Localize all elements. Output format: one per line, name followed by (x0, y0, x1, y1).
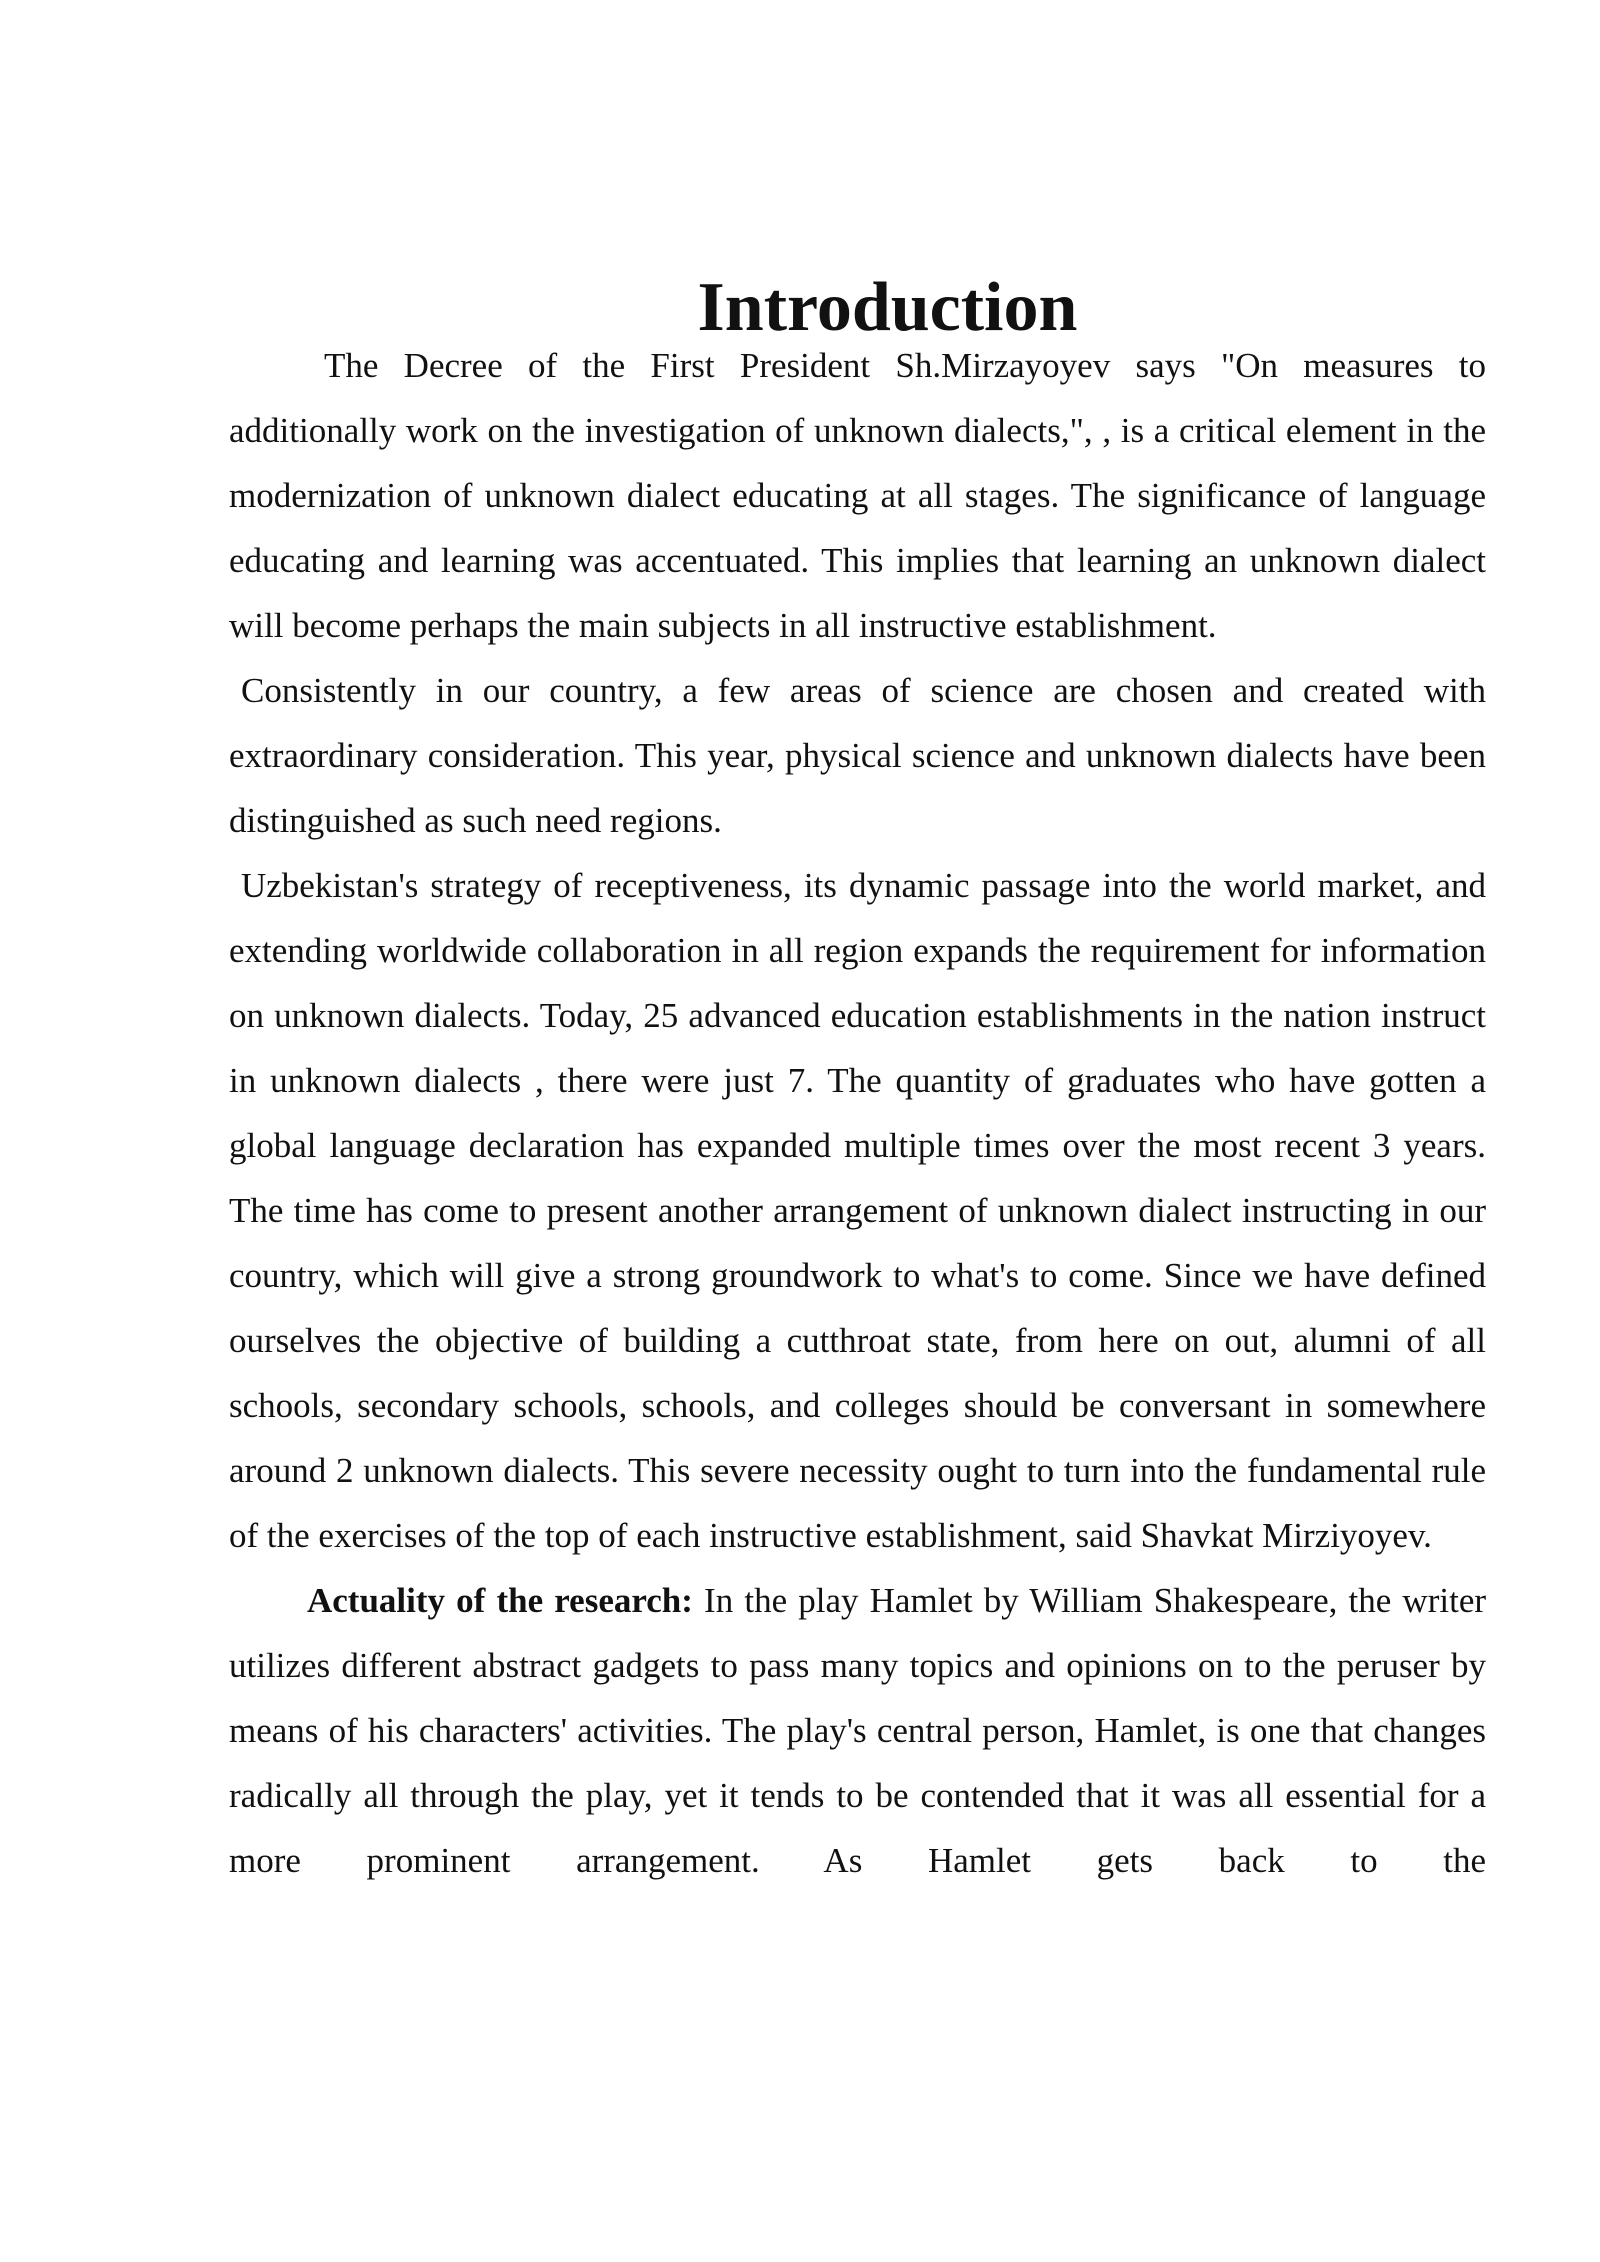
page-title: Introduction (697, 269, 1078, 346)
paragraph-science-areas: Consistently in our country, a few areas of science are chosen and created with extraordinary consideration. This year, physical science and unknown dialects have been distinguished as such need regions. (229, 671, 1486, 840)
actuality-label: Actuality of the research: (307, 1581, 693, 1620)
document-body (229, 269, 1487, 1893)
actuality-text: In the play Hamlet by William Shakespeare, the writer utilizes different abstract gadgets to pass many topics and opinions on to the peruser by means of his characters' activities. The play's central person, Hamlet, is one that changes radically all through the play, yet it tends to be contended that it was all essential for a more prominent arrangement. As Hamlet gets back to the (229, 1581, 1487, 1880)
paragraph-uzbekistan-strategy: Uzbekistan's strategy of receptiveness, its dynamic passage into the world market, and extending worldwide collaboration in all region expands the requirement for information on unknown dialects. Today, 25 advanced education establishments in the nation instruct in unknown dialects , there were just 7. The quantity of graduates who have gotten a global language declaration has expanded multiple times over the most recent 3 years. The time has come to present another arrangement of unknown dialect instructing in our country, which will give a strong groundwork to what's to come. Since we have defined ourselves the objective of building a cutthroat state, from here on out, alumni of all schools, secondary schools, schools, and colleges should be conversant in somewhere around 2 unknown dialects. This severe necessity ought to turn into the fundamental rule of the exercises of the top of each instructive establishment, said Shavkat Mirziyoyev. (229, 866, 1486, 1555)
paragraph-decree: The Decree of the First President Sh.Mirzayoyev says "On measures to additionally work on the investigation of unknown dialects,", , is a critical element in the modernization of unknown dialect educating at all stages. The significance of language educating and learning was accentuated. This implies that learning an unknown dialect will become perhaps the main subjects in all instructive establishment. (229, 346, 1486, 645)
paragraph-actuality (229, 1568, 1486, 1893)
